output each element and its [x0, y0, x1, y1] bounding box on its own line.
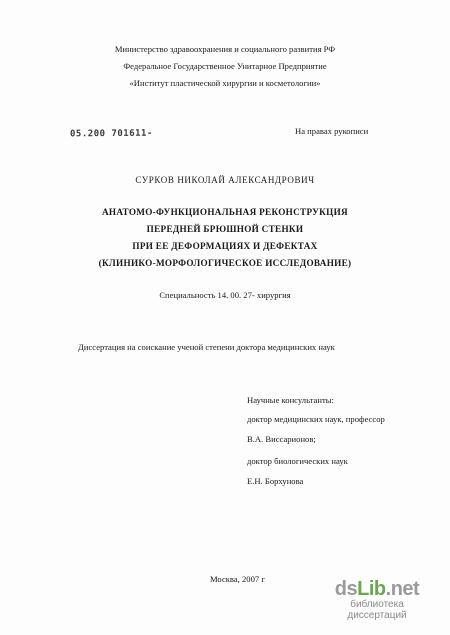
- dslib-logo: [322, 579, 432, 599]
- consultant-2-name: Е.Н. Борхунова: [247, 476, 304, 486]
- city-and-year: Москва, 2007 г: [210, 574, 265, 584]
- specialty: Специальность 14. 00. 27- хирургия: [159, 290, 291, 300]
- logo-part-lib: Lib: [357, 578, 386, 600]
- author-name: СУРКОВ НИКОЛАЙ АЛЕКСАНДРОВИЧ: [135, 175, 315, 185]
- dslib-watermark: [322, 579, 432, 621]
- institution-line-2: Федеральное Государственное Унитарное Предприятие: [123, 61, 327, 71]
- dissertation-statement: Диссертация на соискание ученой степени доктора медицинских наук: [78, 342, 335, 352]
- watermark-subtitle: библиотека диссертаций: [347, 599, 407, 621]
- institution-line-1: Министерство здравоохранения и социального развития РФ: [114, 44, 336, 54]
- rights-notice: На правах рукописи: [295, 126, 369, 136]
- institution-line-3: «Институт пластической хирургии и косметологии»: [129, 78, 321, 88]
- title-line-1: АНАТОМО-ФУНКЦИОНАЛЬНАЯ РЕКОНСТРУКЦИЯ: [102, 207, 348, 217]
- logo-part-ds: ds: [334, 578, 358, 600]
- title-line-4: (КЛИНИКО-МОРФОЛОГИЧЕСКОЕ ИССЛЕДОВАНИЕ): [98, 258, 352, 268]
- consultants-heading: Научные консультанты:: [247, 395, 334, 405]
- consultant-1-name: В.А. Виссарионов;: [247, 434, 316, 444]
- inventory-stamp-number: 05.200 701611-: [69, 128, 153, 140]
- title-line-3: ПРИ ЕЕ ДЕФОРМАЦИЯХ И ДЕФЕКТАХ: [132, 241, 318, 251]
- logo-part-net: .net: [385, 578, 420, 600]
- consultant-2-degree: доктор биологических наук: [247, 456, 348, 466]
- consultant-1-degree: доктор медицинских наук, профессор: [247, 414, 385, 424]
- title-line-2: ПЕРЕДНЕЙ БРЮШНОЙ СТЕНКИ: [146, 224, 304, 234]
